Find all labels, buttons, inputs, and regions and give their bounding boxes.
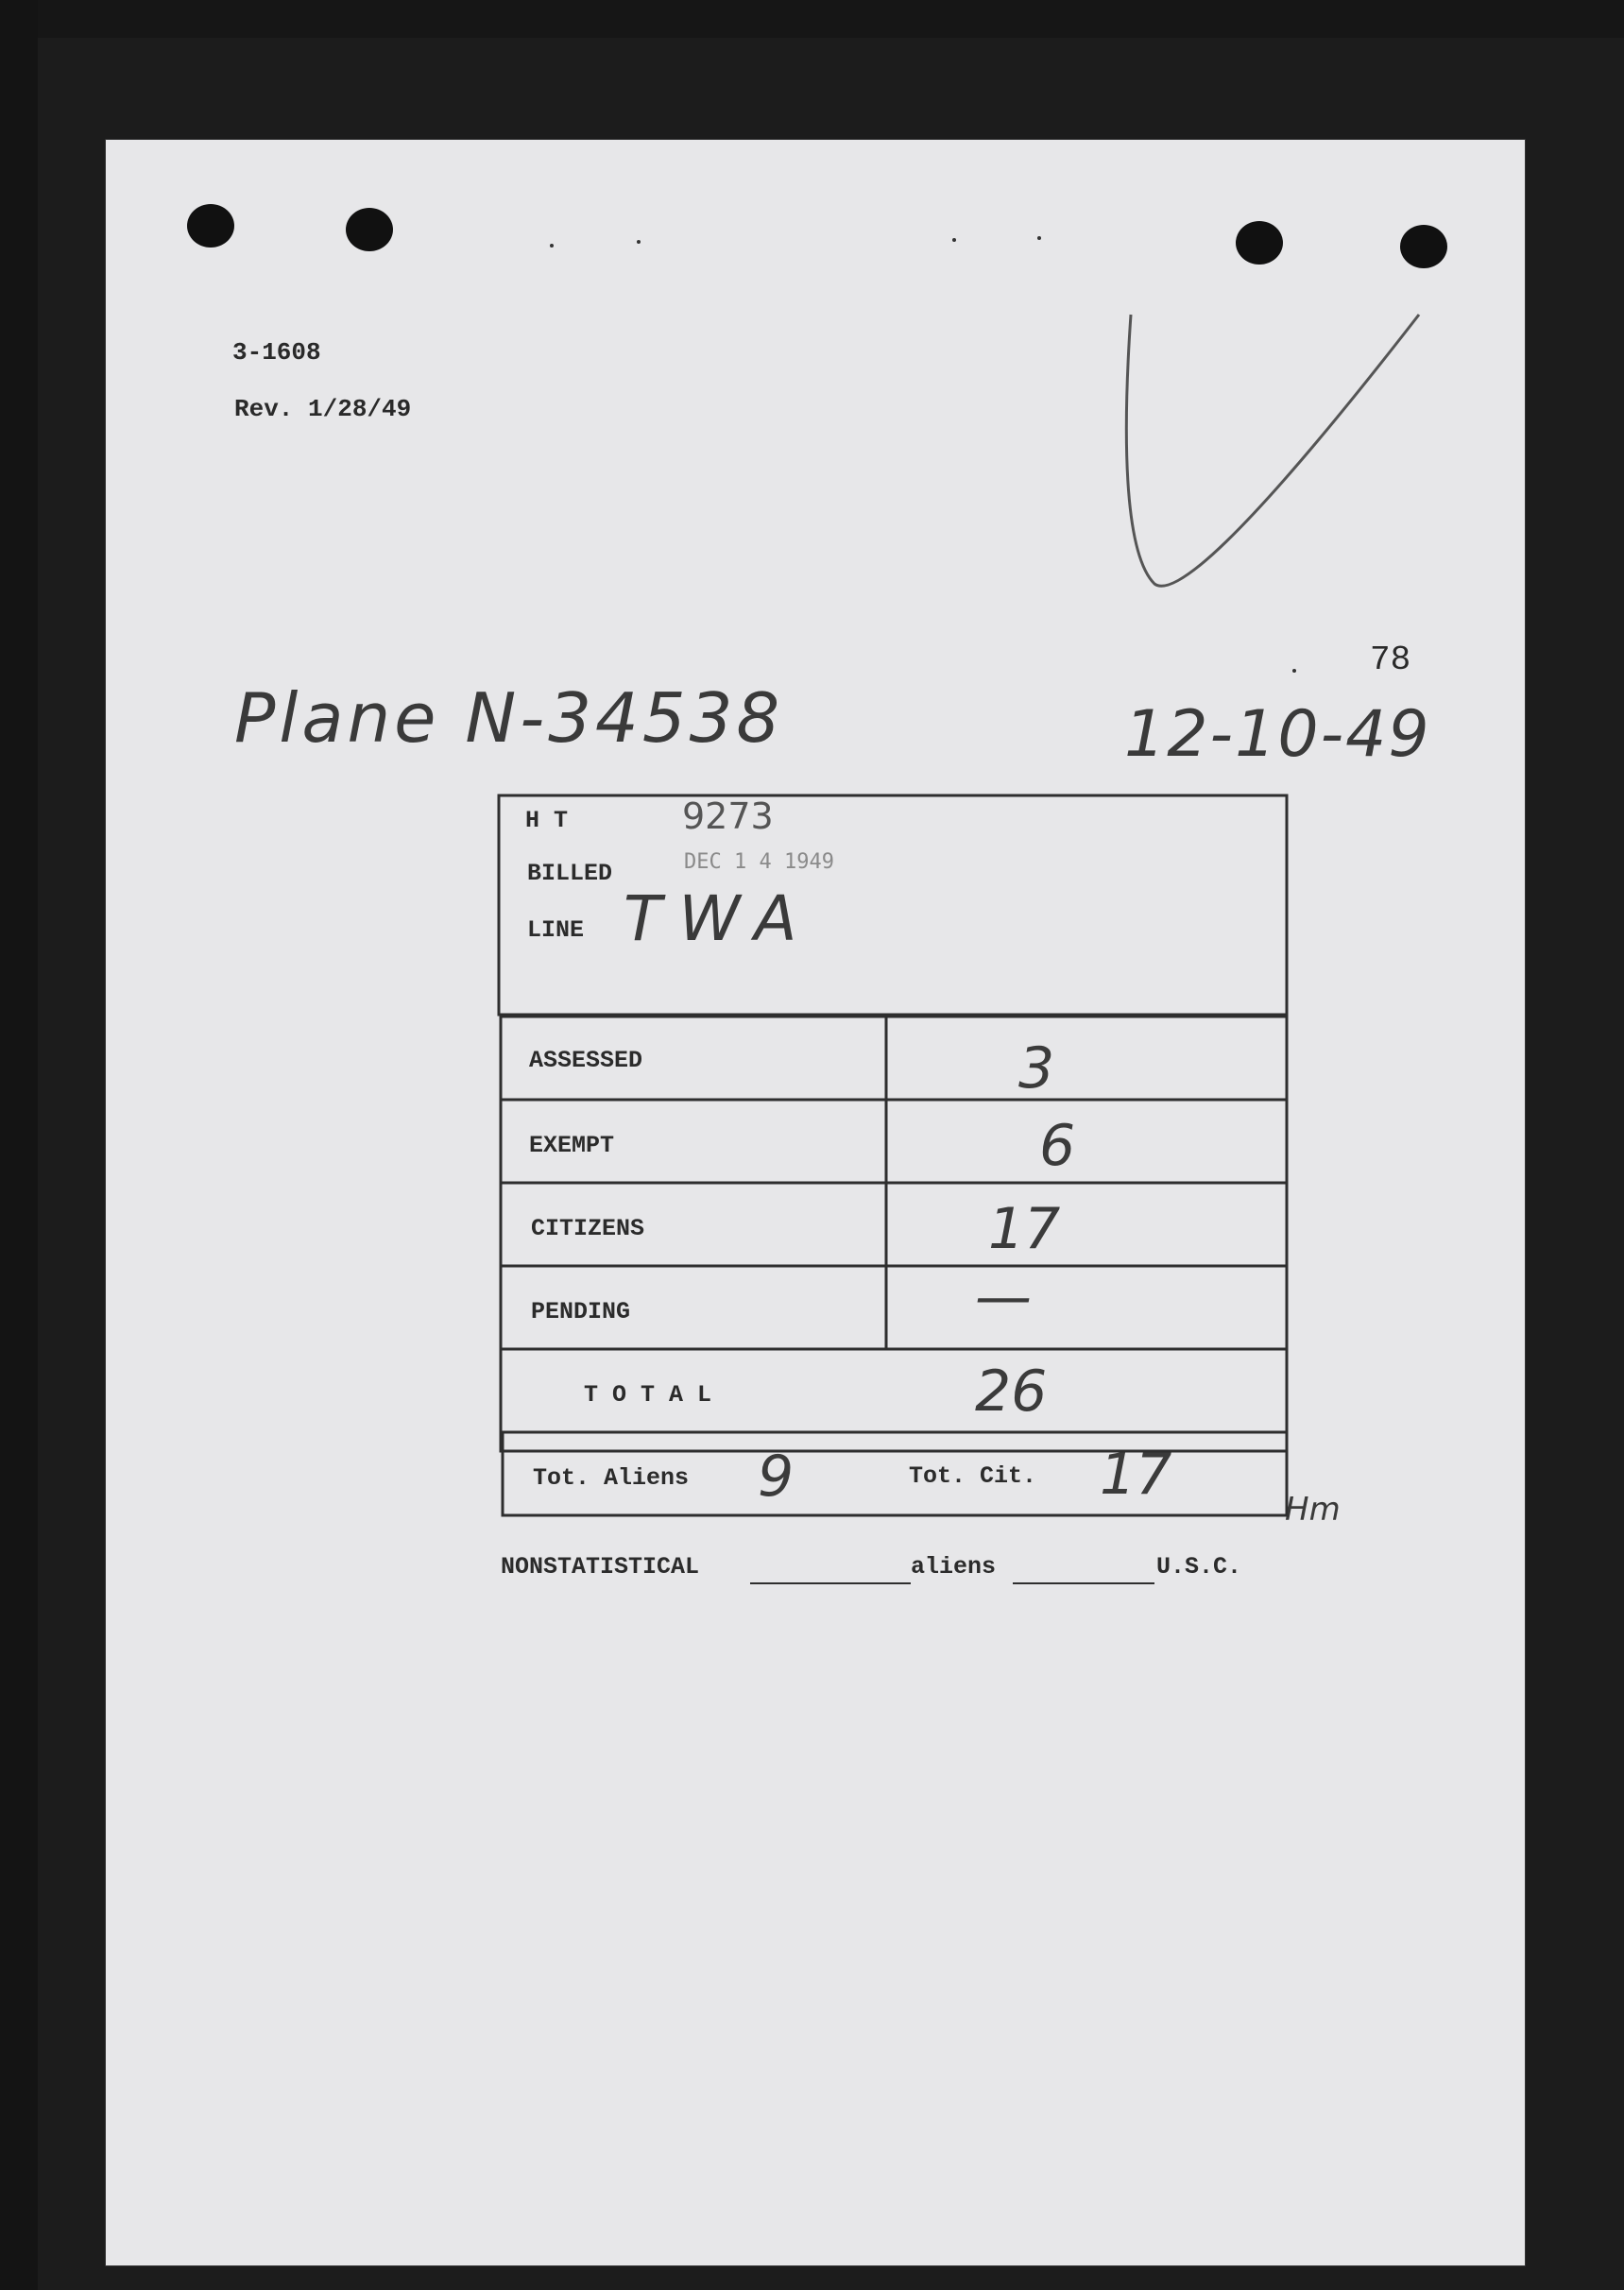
scan-border-left [0,0,38,2290]
form-lines [106,140,1525,2265]
line-value: TWA [624,882,814,955]
tot-aliens-value: 9 [758,1444,795,1510]
row-value-assessed: 3 [1018,1035,1055,1102]
tot-cit-value: 17 [1100,1442,1172,1508]
form-number: 3-1608 [232,338,321,367]
ht-label: H T [525,807,569,834]
handwritten-plane: Plane N-34538 [234,678,784,758]
total-label: T O T A L [584,1381,712,1409]
line-label: LINE [527,916,585,944]
row-value-exempt: 6 [1039,1113,1076,1179]
row-label-assessed: ASSESSED [529,1047,643,1074]
nonstatistical-label: NONSTATISTICAL [501,1553,700,1581]
check-mark [1126,315,1419,586]
handwritten-date: 12-10-49 [1124,697,1431,772]
scan-border-top [0,0,1624,38]
document-page [106,140,1525,2265]
ht-number: 9273 [682,795,774,837]
total-value: 26 [975,1359,1048,1425]
aliens-label: aliens [911,1553,997,1581]
usc-label: U.S.C. [1156,1553,1242,1581]
tot-aliens-label: Tot. Aliens [533,1464,690,1492]
row-label-exempt: EXEMPT [529,1132,615,1159]
page-number: 78 [1370,641,1411,679]
billed-date-stamp: DEC 1 4 1949 [684,850,834,874]
row-label-pending: PENDING [531,1298,631,1325]
row-label-citizens: CITIZENS [531,1215,645,1242]
row-value-pending: — [975,1264,1032,1330]
form-revision: Rev. 1/28/49 [234,395,412,423]
row-value-citizens: 17 [988,1196,1061,1262]
handwritten-initials: Hm [1285,1491,1341,1529]
billed-label: BILLED [527,860,613,887]
tot-cit-label: Tot. Cit. [909,1462,1037,1490]
